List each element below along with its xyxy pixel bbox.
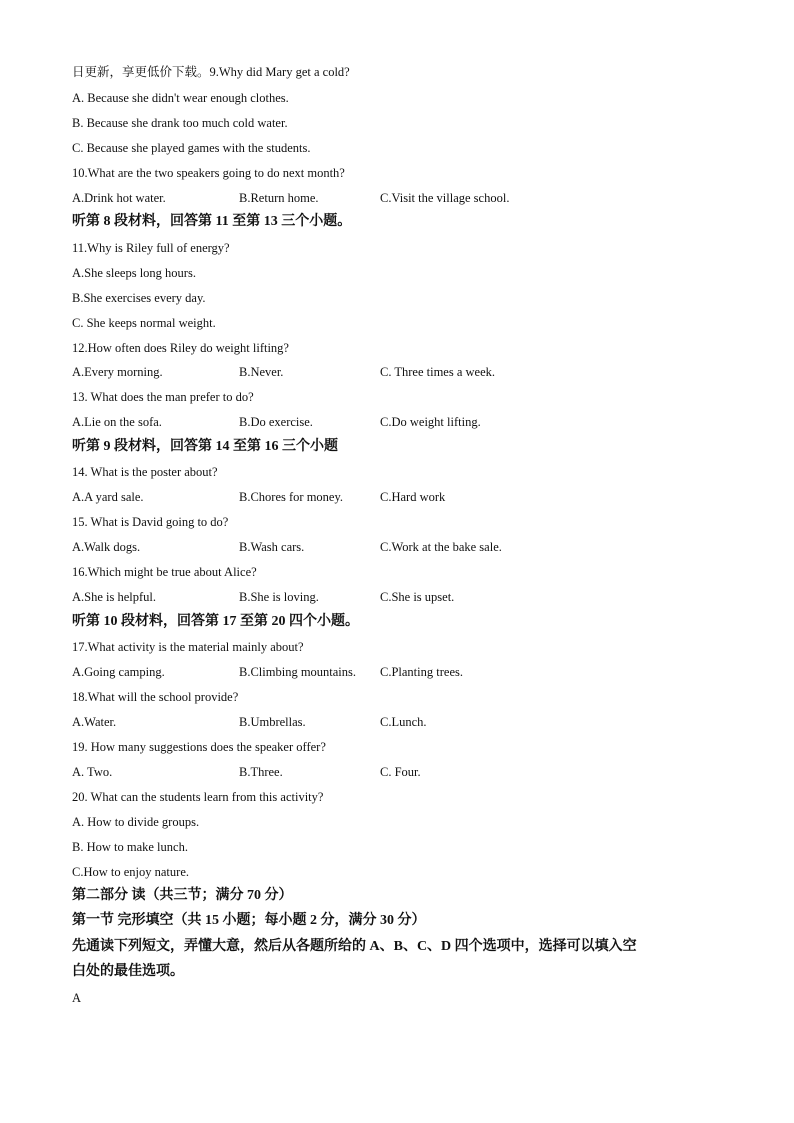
q10-option-b: B.Return home. (239, 191, 319, 205)
cloze-instructions-line1: 先通读下列短文，弄懂大意，然后从各题所给的 A、B、C、D 四个选项中，选择可以填入空 (72, 939, 637, 954)
q14-question: 14. What is the poster about? (72, 465, 218, 479)
q9-option-a: A. Because she didn't wear enough clothes. (72, 91, 289, 105)
q20-option-c: C.How to enjoy nature. (72, 865, 189, 879)
q18-option-c: C.Lunch. (380, 715, 427, 729)
q15-option-c: C.Work at the bake sale. (380, 540, 502, 554)
q11-option-b: B.She exercises every day. (72, 291, 206, 305)
q12-option-c: C. Three times a week. (380, 365, 496, 379)
q15-question: 15. What is David going to do? (72, 515, 229, 529)
q19-question: 19. How many suggestions does the speaker offer? (72, 740, 326, 754)
q11-question: 11.Why is Riley full of energy? (72, 241, 230, 255)
q10-question: 10.What are the two speakers going to do next month? (72, 166, 345, 180)
q13-option-c: C.Do weight lifting. (380, 415, 481, 429)
q17-option-a: A.Going camping. (72, 665, 165, 679)
passage-label: A (72, 991, 82, 1005)
q19-option-c: C. Four. (380, 765, 421, 779)
cloze-instructions-line2: 白处的最佳选项。 (72, 964, 184, 979)
q19-option-b: B.Three. (239, 765, 283, 779)
q11-option-c: C. She keeps normal weight. (72, 316, 216, 330)
q18-option-a: A.Water. (72, 715, 117, 729)
q18-option-b: B.Umbrellas. (239, 715, 306, 729)
q16-option-c: C.She is upset. (380, 590, 455, 604)
q20-question: 20. What can the students learn from this activity? (72, 790, 324, 804)
q12-option-a: A.Every morning. (72, 365, 163, 379)
q17-option-b: B.Climbing mountains. (239, 665, 357, 679)
q20-option-a: A. How to divide groups. (72, 815, 200, 829)
q9-option-c: C. Because she played games with the students. (72, 141, 311, 155)
q11-option-a: A.She sleeps long hours. (72, 266, 196, 280)
q19-option-a: A. Two. (72, 765, 113, 779)
q13-question: 13. What does the man prefer to do? (72, 390, 254, 404)
part-two-heading: 第二部分 读（共三节；满分 70 分） (72, 888, 293, 903)
q20-option-b: B. How to make lunch. (72, 840, 188, 854)
section-heading-8: 听第 8 段材料，回答第 11 至第 13 三个小题。 (72, 214, 352, 229)
q13-option-b: B.Do exercise. (239, 415, 313, 429)
section-heading-9: 听第 9 段材料，回答第 14 至第 16 三个小题 (72, 439, 338, 454)
q14-option-a: A.A yard sale. (72, 490, 144, 504)
q9-option-b: B. Because she drank too much cold water. (72, 116, 288, 130)
q15-option-b: B.Wash cars. (239, 540, 305, 554)
q10-option-c: C.Visit the village school. (380, 191, 510, 205)
q10-option-a: A.Drink hot water. (72, 191, 166, 205)
cloze-section-heading: 第一节 完形填空（共 15 小题；每小题 2 分，满分 30 分） (72, 913, 426, 928)
q9-question: 日更新，享更低价下载。9.Why did Mary get a cold? (72, 65, 350, 79)
q18-question: 18.What will the school provide? (72, 690, 239, 704)
q15-option-a: A.Walk dogs. (72, 540, 141, 554)
q17-question: 17.What activity is the material mainly about? (72, 640, 304, 654)
q16-option-a: A.She is helpful. (72, 590, 157, 604)
q16-question: 16.Which might be true about Alice? (72, 565, 257, 579)
q16-option-b: B.She is loving. (239, 590, 319, 604)
q13-option-a: A.Lie on the sofa. (72, 415, 162, 429)
q17-option-c: C.Planting trees. (380, 665, 463, 679)
section-heading-10: 听第 10 段材料，回答第 17 至第 20 四个小题。 (72, 614, 359, 629)
q14-option-b: B.Chores for money. (239, 490, 344, 504)
q12-question: 12.How often does Riley do weight lifting? (72, 341, 289, 355)
q14-option-c: C.Hard work (380, 490, 446, 504)
q12-option-b: B.Never. (239, 365, 284, 379)
